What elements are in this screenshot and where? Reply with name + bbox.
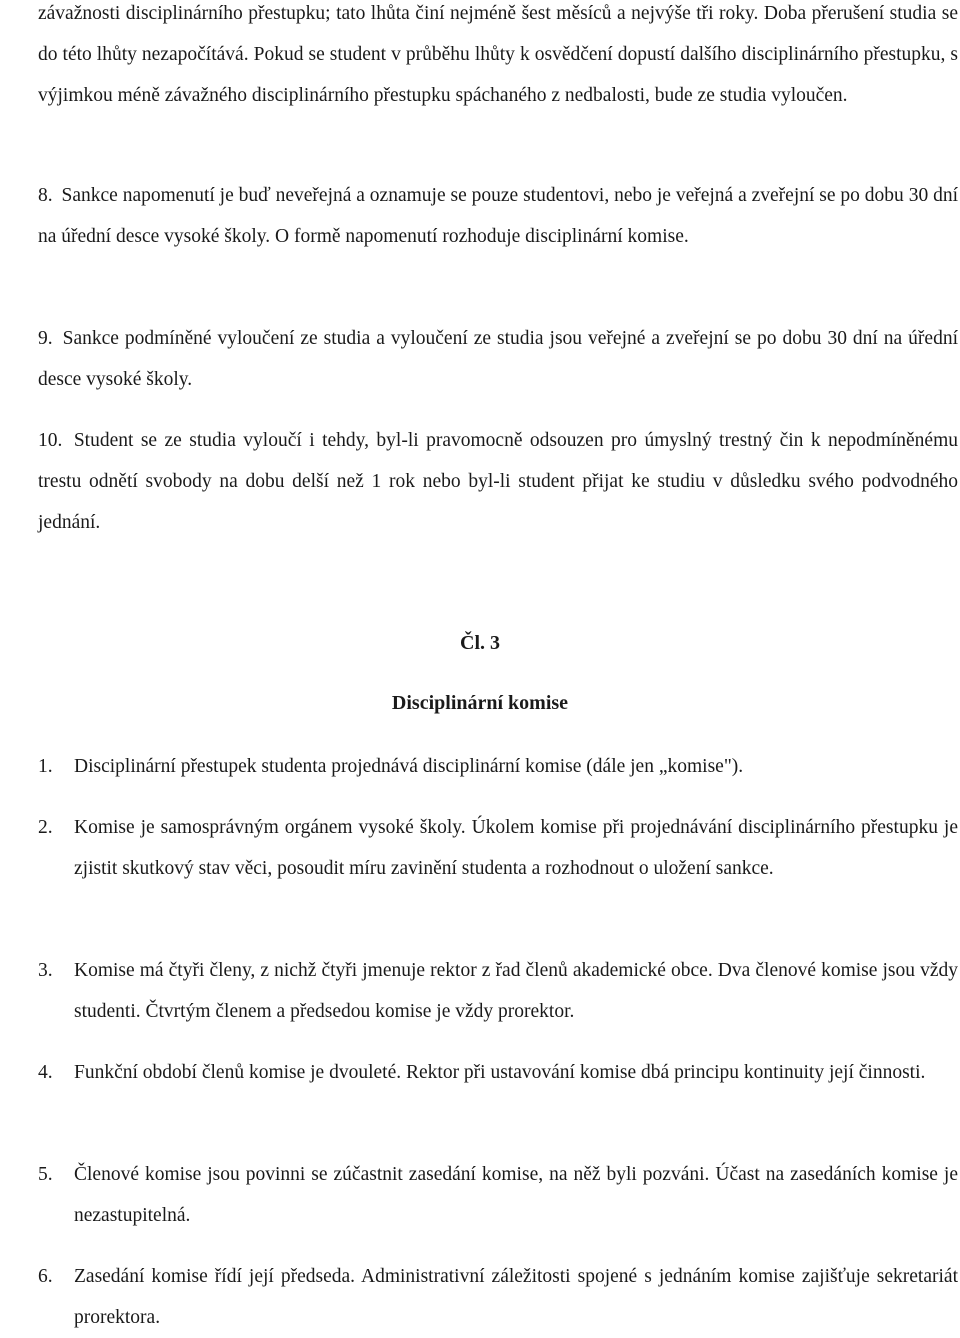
paragraph-number: 9. bbox=[38, 328, 53, 349]
item-text: Zasedání komise řídí její předseda. Administrativní záležitosti spojené s jednáním komise zajišťuje sekretariát prorektora. bbox=[74, 1266, 958, 1328]
paragraph-number: 10. bbox=[38, 430, 63, 451]
item-text: Členové komise jsou povinni se zúčastnit zasedání komise, na něž byli pozváni. Účast na zasedáních komise je nezastupitelná. bbox=[74, 1164, 958, 1226]
paragraph-9 bbox=[38, 318, 958, 400]
list-item-1 bbox=[38, 746, 958, 787]
article-number: Čl. 3 bbox=[460, 632, 500, 654]
item-number: 4. bbox=[38, 1062, 53, 1083]
list-item-4 bbox=[38, 1052, 958, 1093]
list-item-2 bbox=[38, 807, 958, 889]
paragraph-8 bbox=[38, 175, 958, 257]
item-text: Komise má čtyři členy, z nichž čtyři jmenuje rektor z řad členů akademické obce. Dva členové komise jsou vždy studenti. Čtvrtým členem a předsedou komise je vždy prorektor. bbox=[74, 960, 958, 1022]
item-text: Disciplinární přestupek studenta projednává disciplinární komise (dále jen „komise"). bbox=[74, 756, 744, 777]
list-item-5 bbox=[38, 1154, 958, 1236]
item-number: 1. bbox=[38, 756, 53, 777]
item-number: 2. bbox=[38, 817, 53, 838]
list-item-3 bbox=[38, 950, 958, 1032]
paragraph-text: Sankce napomenutí je buď neveřejná a oznamuje se pouze studentovi, nebo je veřejná a zveřejní se po dobu 30 dní na úřední desce vysoké školy. O formě napomenutí rozhoduje disciplinární komise. bbox=[38, 185, 958, 247]
paragraph-number: 8. bbox=[38, 185, 53, 206]
article-title: Disciplinární komise bbox=[391, 692, 569, 714]
item-text: Funkční období členů komise je dvouleté. Rektor při ustavování komise dbá principu kontinuity její činnosti. bbox=[74, 1062, 926, 1083]
paragraph-10 bbox=[38, 420, 958, 543]
paragraph-text: Sankce podmíněné vyloučení ze studia a vyloučení ze studia jsou veřejné a zveřejní se po dobu 30 dní na úřední desce vysoké školy. bbox=[38, 328, 958, 390]
item-number: 3. bbox=[38, 960, 53, 981]
item-number: 5. bbox=[38, 1164, 53, 1185]
item-number: 6. bbox=[38, 1266, 53, 1287]
list-item-6 bbox=[38, 1256, 958, 1338]
item-text: Komise je samosprávným orgánem vysoké školy. Úkolem komise při projednávání disciplinárního přestupku je zjistit skutkový stav věci, posoudit míru zavinění studenta a rozhodnout o uložení sankce. bbox=[74, 817, 958, 879]
intro-paragraph: závažnosti disciplinárního přestupku; tato lhůta činí nejméně šest měsíců a nejvýše tři roky. Doba přerušení studia se do této lhůty nezapočítává. Pokud se student v průběhu lhůty k osvědčení dopustí dalšího disciplinárního přestupku, s výjimkou méně závažného disciplinárního přestupku spáchaného z nedbalosti, bude ze studia vyloučen. bbox=[38, 3, 958, 106]
paragraph-text: Student se ze studia vyloučí i tehdy, byl-li pravomocně odsouzen pro úmyslný trestný čin k nepodmíněnému trestu odnětí svobody na dobu delší než 1 rok nebo byl-li student přijat ke studiu v důsledku svého podvodného jednání. bbox=[38, 430, 958, 533]
